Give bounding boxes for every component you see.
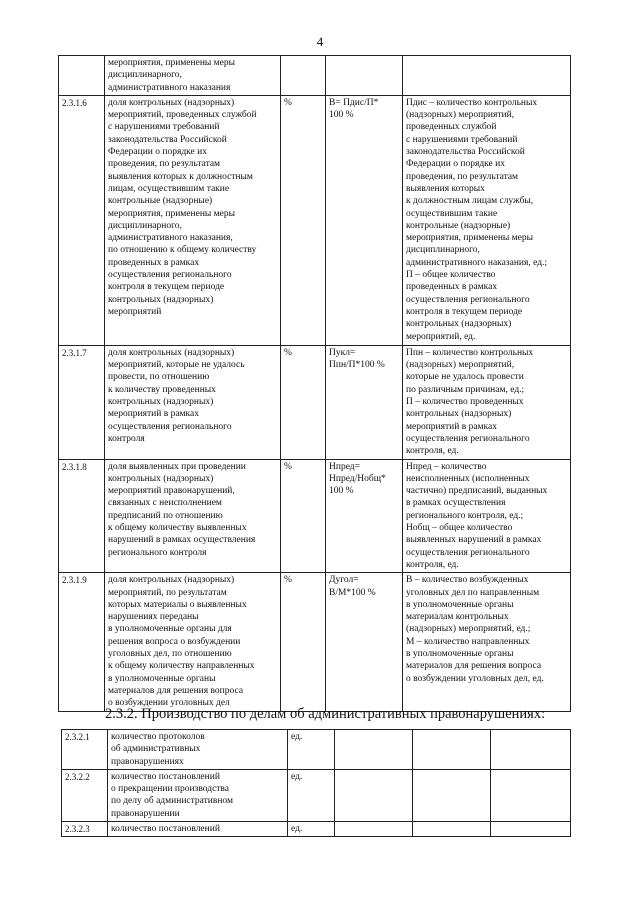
empty-cell [491, 730, 571, 770]
row-unit: ед. [288, 822, 335, 837]
row-unit: ед. [288, 730, 335, 770]
row-description: мероприятия, применены меры дисциплинарного, административного наказания [105, 56, 281, 96]
table-row [62, 769, 571, 821]
table-row [62, 822, 571, 837]
row-explanation [403, 56, 571, 96]
empty-cell [335, 730, 413, 770]
row-id [59, 56, 105, 96]
row-description: количество протоколов об административных правонарушениях [108, 730, 288, 770]
section-heading: 2.3.2. Производство по делам об административных правонарушениях: [105, 706, 546, 722]
page-number: 4 [316, 34, 324, 49]
indicators-table [58, 55, 571, 712]
table-row [59, 573, 571, 711]
row-unit: % [281, 345, 326, 459]
table-row [59, 345, 571, 459]
row-description: доля контрольных (надзорных) мероприятий, по результатам которых материалы о выявленных нарушениях переданы в уполномоченные органы для решения вопроса о возбуждении уголовных дел, по отношению к общему количеству направленных в уполномоченные органы материалов для решения вопроса о возбуждении уголовных дел [105, 573, 281, 711]
row-explanation: Нпред – количество неисполненных (исполненных частично) предписаний, выданных в рамках осуществления регионального контроля, ед.; Нобщ – общее количество выявленных нарушений в рамках осуществления регионального контроля, ед. [403, 459, 571, 573]
empty-cell [413, 730, 491, 770]
row-explanation: Ппн – количество контрольных (надзорных) мероприятий, которые не удалось провести по различным причинам, ед.; П – количество проведенных контрольных (надзорных) мероприятий в рамках осуществления регионального контроля, ед. [403, 345, 571, 459]
row-id: 2.3.1.9 [59, 573, 105, 711]
row-formula: Дугол= В/М*100 % [326, 573, 403, 711]
row-explanation: В – количество возбужденных уголовных дел по направленным в уполномоченные органы материалам контрольных (надзорных) мероприятий, ед.; М – количество направленных в уполномоченные органы материалов для решения вопроса о возбуждении уголовных дел, ед. [403, 573, 571, 711]
empty-cell [335, 769, 413, 821]
row-formula [326, 56, 403, 96]
table-row [62, 730, 571, 770]
table-row [59, 56, 571, 96]
row-description: доля контрольных (надзорных) мероприятий, проведенных службой с нарушениями требований законодательства Российской Федерации о порядке их проведения, по результатам выявления которых к должностным лицам, осуществившим такие контрольные (надзорные) мероприятия, применены меры дисциплинарного, административного наказания, по отношению к общему количеству проведенных в рамках осуществления регионального контроля в текущем периоде контрольных (надзорных) мероприятий [105, 95, 281, 345]
empty-cell [413, 769, 491, 821]
row-description: количество постановлений о прекращении производства по делу об административном правонарушении [108, 769, 288, 821]
row-id: 2.3.1.8 [59, 459, 105, 573]
row-unit: % [281, 95, 326, 345]
row-explanation: Пдис – количество контрольных (надзорных) мероприятий, проведенных службой с нарушениями требований законодательства Российской Федерации о порядке их проведения, по результатам выявления которых к должностным лицам службы, осуществившим такие контрольные (надзорные) мероприятия, применены меры дисциплинарного, административного наказания, ед.; П – общее количество проведенных в рамках осуществления регионального контроля в текущем периоде контрольных (надзорных) мероприятий, ед. [403, 95, 571, 345]
row-unit: ед. [288, 769, 335, 821]
row-id: 2.3.1.6 [59, 95, 105, 345]
table-row [59, 95, 571, 345]
row-unit: % [281, 459, 326, 573]
row-id: 2.3.2.3 [62, 822, 108, 837]
row-formula: В= Пдис/П* 100 % [326, 95, 403, 345]
row-formula: Пукл= Ппн/П*100 % [326, 345, 403, 459]
row-id: 2.3.1.7 [59, 345, 105, 459]
row-id: 2.3.2.1 [62, 730, 108, 770]
row-description: доля выявленных при проведении контрольных (надзорных) мероприятий правонарушений, связанных с неисполнением предписаний по отношению к общему количеству выявленных нарушений в рамках осуществления регионального контроля [105, 459, 281, 573]
empty-cell [491, 822, 571, 837]
admin-offences-table [61, 729, 571, 837]
row-id: 2.3.2.2 [62, 769, 108, 821]
table-row [59, 459, 571, 573]
empty-cell [413, 822, 491, 837]
empty-cell [335, 822, 413, 837]
row-unit [281, 56, 326, 96]
empty-cell [491, 769, 571, 821]
row-formula: Нпред= Нпред/Нобщ* 100 % [326, 459, 403, 573]
row-unit: % [281, 573, 326, 711]
row-description: доля контрольных (надзорных) мероприятий, которые не удалось провести, по отношению к количеству проведенных контрольных (надзорных) мероприятий в рамках осуществления регионального контроля [105, 345, 281, 459]
row-description: количество постановлений [108, 822, 288, 837]
